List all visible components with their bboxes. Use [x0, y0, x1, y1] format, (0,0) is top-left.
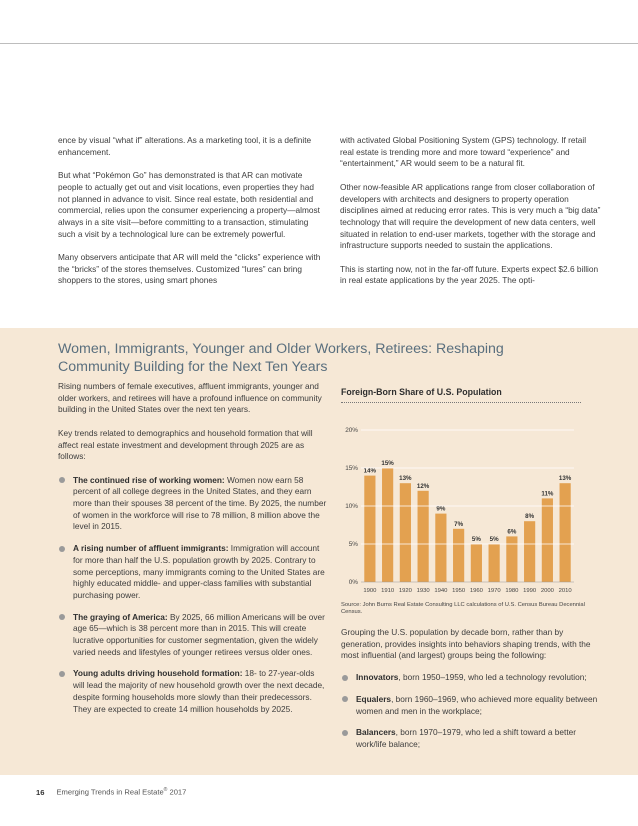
bar	[489, 544, 500, 582]
sidebar-intro: Rising numbers of female executives, affluent immigrants, younger and older workers, and retirees will have a profound influence on community building in the United States over the next ten years.	[58, 381, 322, 415]
top-rule	[0, 43, 638, 44]
chart-title-rule	[341, 402, 581, 403]
bar-value-label: 12%	[416, 482, 430, 490]
group-lead: Equalers	[356, 693, 392, 704]
trend-item	[58, 668, 328, 715]
page-footer	[36, 787, 186, 797]
chart-header	[341, 387, 581, 403]
right-column-paragraph: Other now-feasible AR applications range from closer collaboration of developers with architects and designers to property operation disciplines aimed at reducing error rates. This is very much a “big data” technology that will require the development of new data centers, well situated in relation to end-user markets, together with the storage and infrastructure supports needed to sustain the applications.	[340, 181, 601, 251]
x-tick-label: 1910	[381, 588, 395, 594]
y-tick-label: 10%	[345, 503, 358, 511]
bar	[453, 529, 464, 582]
sidebar-left-column	[58, 381, 328, 725]
trend-list	[58, 475, 328, 716]
sidebar-right-column	[341, 627, 603, 761]
x-tick-label: 1980	[505, 588, 519, 594]
right-text-column	[340, 135, 602, 299]
x-tick-label: 1940	[434, 588, 448, 594]
x-tick-label: 1930	[416, 588, 430, 594]
x-tick-label: 2010	[558, 588, 572, 594]
bullet-dot-icon	[342, 696, 348, 702]
bar-value-label: 7%	[454, 520, 464, 528]
bullet-dot-icon	[59, 671, 65, 677]
sidebar-title: Women, Immigrants, Younger and Older Workers, Retirees: Reshaping Community Building for the Next Ten Years	[58, 341, 504, 375]
trend-item	[58, 475, 328, 534]
bar	[471, 544, 482, 582]
x-tick-label: 1960	[469, 588, 483, 594]
left-column-paragraph: But what “Pokémon Go” has demonstrated is that AR can motivate people to actually get out and visit locations, even properties they had not planned in advance to visit. Since real estate, both residential and commercial, relies upon the consumer experiencing a property—almost always in a site visit—before committing to a transaction, stimulating such a visit by a technological lure can be extremely powerful.	[58, 170, 320, 239]
bar-value-label: 11%	[541, 490, 554, 498]
x-tick-label: 1900	[363, 588, 377, 594]
bar	[382, 468, 393, 582]
bar-value-label: 14%	[363, 467, 377, 475]
chart-title: Foreign-Born Share of U.S. Population	[341, 387, 502, 397]
bar-value-label: 9%	[436, 505, 446, 513]
bar	[400, 483, 411, 582]
bar-value-label: 15%	[381, 460, 394, 467]
group-item	[341, 694, 603, 717]
left-column-paragraph: ence by visual “what if” alterations. As a marketing tool, it is a definite enhancement.	[58, 135, 312, 157]
group-item	[341, 672, 603, 684]
bullet-dot-icon	[59, 614, 65, 620]
trend-text: Immigration will account for more than half the U.S. population growth by 2025. Contrary to some perceptions, many immigrants coming to the United States are highly educated middle- and upper-class families with substantial purchasing power.	[73, 543, 325, 600]
group-text: , born 1960–1969, who achieved more equality between women and men in the workplace;	[356, 693, 598, 716]
right-column-paragraph: This is starting now, not in the far-off future. Experts expect $2.6 billion in real estate applications by the year 2025. The opti-	[340, 263, 599, 286]
bar-chart	[341, 420, 581, 600]
x-tick-label: 1990	[523, 588, 537, 594]
x-tick-label: 2000	[540, 588, 554, 594]
bar-value-label: 8%	[525, 513, 535, 521]
bar	[542, 498, 553, 582]
page-number: 16	[36, 787, 45, 797]
trend-text: Women now earn 58 percent of all college degrees in the United States, and they earn more than their spouses 38 percent of the time. By 2025, the number of women in the workforce will rise to 78 million, 8 million above the level in 2015.	[73, 474, 327, 532]
left-text-column	[58, 135, 324, 299]
left-column-paragraph: Many observers anticipate that AR will meld the “clicks” experience with the “bricks” of the stores themselves. Customized “lures” can bring shoppers to the stores, using smart phones	[58, 252, 321, 286]
trend-item	[58, 543, 328, 602]
bullet-dot-icon	[59, 477, 65, 483]
y-tick-label: 0%	[348, 579, 358, 587]
y-tick-label: 20%	[345, 427, 358, 435]
bar-value-label: 6%	[507, 528, 517, 536]
chart-source: Source: John Burns Real Estate Consulting LLC calculations of U.S. Census Bureau Decennial Census.	[341, 602, 585, 616]
grouping-intro: Grouping the U.S. population by decade born, rather than by generation, provides insights into behaviors shaping trends, with the most influential (and largest) groups being the following:	[341, 627, 591, 661]
group-item	[341, 727, 603, 750]
bar	[364, 476, 375, 582]
right-column-paragraph: with activated Global Positioning System (GPS) technology. If retail real estate is trending more and more toward “experience” and “entertainment,” AR would seem to be a natural fit.	[340, 135, 587, 169]
publication-name: Emerging Trends in Real Estate	[56, 787, 164, 797]
bar	[435, 514, 446, 582]
bullet-dot-icon	[59, 546, 65, 552]
x-tick-label: 1970	[487, 588, 501, 594]
group-text: , born 1950–1959, who led a technology revolution;	[398, 672, 587, 683]
y-tick-label: 5%	[348, 541, 358, 549]
trend-text: By 2025, 66 million Americans will be over age 65—which is 38 percent more than in 2015. This will create lucrative opportunities for customer segmentation, given the widely varied needs and lifestyles of younger retirees versus older ones.	[73, 611, 325, 657]
bar	[418, 491, 429, 582]
bar-value-label: 5%	[471, 536, 481, 543]
bar	[524, 521, 535, 582]
bar-value-label: 5%	[489, 536, 499, 543]
trend-lead: The graying of America:	[73, 611, 168, 622]
trend-lead: The continued rise of working women:	[73, 474, 225, 485]
x-tick-label: 1950	[452, 588, 466, 594]
trend-text: 18- to 27-year-olds will lead the majority of new household growth over the next decade, despite forming households more slowly than their predecessors. They are expected to create 14 million households by 2025.	[73, 668, 325, 714]
x-tick-label: 1920	[398, 588, 412, 594]
group-text: , born 1970–1979, who led a shift toward a better work/life balance;	[356, 727, 577, 749]
y-tick-label: 15%	[345, 465, 358, 473]
bar	[506, 536, 517, 582]
bar	[560, 483, 571, 582]
registered-mark: ®	[163, 787, 168, 793]
sidebar-trends-intro: Key trends related to demographics and household formation that will affect real estate investment and development through 2025 are as follows:	[58, 427, 313, 462]
group-list	[341, 672, 603, 751]
group-lead: Innovators	[356, 672, 399, 683]
bar-value-label: 13%	[558, 475, 572, 483]
bullet-dot-icon	[342, 675, 348, 681]
trend-item	[58, 612, 328, 659]
bullet-dot-icon	[342, 730, 348, 736]
bar-value-label: 13%	[399, 475, 412, 483]
trend-lead: A rising number of affluent immigrants:	[73, 543, 229, 554]
group-lead: Balancers	[356, 727, 396, 738]
publication-year: 2017	[169, 787, 187, 797]
trend-lead: Young adults driving household formation:	[73, 668, 243, 679]
